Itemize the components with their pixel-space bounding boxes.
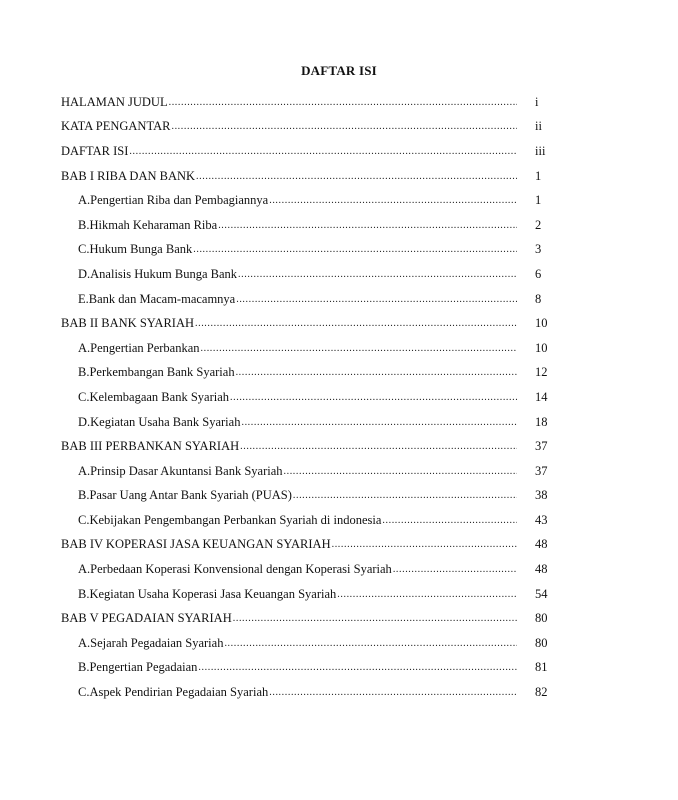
toc-entry-page: ii (535, 119, 542, 134)
toc-entry-label: Prinsip Dasar Akuntansi Bank Syariah (90, 463, 283, 478)
toc-entry-label: Kebijakan Pengembangan Perbankan Syariah di indonesia (89, 512, 382, 527)
toc-entry-letter: C. (78, 685, 90, 700)
dot-leader (284, 466, 518, 477)
toc-entry-label: HALAMAN JUDUL (61, 94, 168, 109)
dot-leader (233, 613, 517, 624)
toc-entry-page: 2 (535, 217, 542, 232)
toc-entry-letter: B. (78, 660, 90, 675)
toc-entry-page: 12 (535, 365, 548, 380)
toc-entry-label: Pengertian Riba dan Pembagiannya (90, 193, 269, 208)
toc-entry-page: 37 (535, 463, 548, 478)
toc-entry-label: Kegiatan Usaha Bank Syariah (90, 414, 241, 429)
toc-entry-label: Hukum Bunga Bank (89, 242, 193, 257)
toc-entry-letter: C. (78, 512, 90, 527)
toc-subentry (61, 410, 557, 435)
toc-subentry (61, 484, 557, 509)
dot-leader (218, 220, 517, 231)
toc-entry-label: Analisis Hukum Bunga Bank (90, 266, 238, 281)
toc-entry-letter: B. (78, 488, 90, 503)
toc-entry-letter: C. (78, 242, 90, 257)
toc-entry-page: 54 (535, 586, 548, 601)
toc-entry-page: 18 (535, 414, 548, 429)
toc-entry-label: BAB IV KOPERASI JASA KEUANGAN SYARIAH (61, 537, 331, 552)
toc-entry-bab-4 (61, 533, 557, 558)
toc-entry-label: BAB II BANK SYARIAH (61, 316, 194, 331)
toc-entry-letter: B. (78, 586, 90, 601)
toc-entry-daftar-isi (61, 139, 557, 164)
dot-leader (332, 539, 517, 550)
toc-entry-page: 37 (535, 439, 548, 454)
toc-entry-page: 82 (535, 685, 548, 700)
toc-entry-label: Perbedaan Koperasi Konvensional dengan Koperasi Syariah (90, 562, 392, 577)
toc-entry-page: 1 (535, 193, 542, 208)
toc-entry-bab-3 (61, 434, 557, 459)
dot-leader (196, 171, 517, 182)
toc-subentry (61, 680, 557, 705)
toc-entry-letter: D. (78, 266, 91, 281)
dot-leader (269, 195, 517, 206)
toc-entry-letter: E. (78, 291, 89, 306)
toc-entry-label: KATA PENGANTAR (61, 119, 171, 134)
dot-leader (171, 121, 517, 132)
toc-entry-page: 48 (535, 562, 548, 577)
toc-entry-page: 6 (535, 266, 542, 281)
toc-subentry (61, 188, 557, 213)
toc-entry-bab-2 (61, 311, 557, 336)
toc-entry-page: 48 (535, 537, 548, 552)
toc-entry-page: 8 (535, 291, 542, 306)
dot-leader (393, 564, 517, 575)
toc-entry-page: iii (535, 143, 546, 158)
toc-entry-letter: A. (78, 562, 91, 577)
toc-subentry (61, 656, 557, 681)
toc-subentry (61, 262, 557, 287)
toc-entry-label: BAB V PEGADAIAN SYARIAH (61, 611, 232, 626)
toc-subentry (61, 287, 557, 312)
toc-entry-page: 80 (535, 635, 548, 650)
toc-entry-page: 80 (535, 611, 548, 626)
toc-entry-page: 10 (535, 316, 548, 331)
toc-entry-label: Hikmah Keharaman Riba (89, 217, 218, 232)
toc-title: DAFTAR ISI (301, 63, 377, 78)
toc-subentry (61, 459, 557, 484)
dot-leader (230, 392, 517, 403)
toc-entry-label: BAB I RIBA DAN BANK (61, 168, 196, 183)
dot-leader (236, 367, 517, 378)
toc-entry-label: Pengertian Perbankan (90, 340, 200, 355)
dot-leader (240, 441, 517, 452)
toc-entry-page: 81 (535, 660, 548, 675)
toc-entry-page: 10 (535, 340, 548, 355)
dot-leader (238, 269, 517, 280)
toc-entry-bab-1 (61, 164, 557, 189)
toc-entry-letter: D. (78, 414, 91, 429)
toc-entry-letter: A. (78, 635, 91, 650)
toc-subentry (61, 336, 557, 361)
toc-entry-page: 3 (535, 242, 542, 257)
toc-entry-letter: B. (78, 217, 90, 232)
dot-leader (269, 687, 517, 698)
dot-leader (293, 490, 517, 501)
dot-leader (198, 662, 517, 673)
dot-leader (236, 294, 517, 305)
toc-entry-page: 43 (535, 512, 548, 527)
toc-entry-label: Kegiatan Usaha Koperasi Jasa Keuangan Syariah (89, 586, 337, 601)
toc-subentry (61, 508, 557, 533)
dot-leader (195, 318, 517, 329)
toc-entry-label: BAB III PERBANKAN SYARIAH (61, 439, 240, 454)
table-of-contents (61, 90, 557, 705)
toc-entry-label: DAFTAR ISI (61, 143, 129, 158)
toc-entry-letter: B. (78, 365, 90, 380)
toc-entry-label: Sejarah Pegadaian Syariah (90, 635, 224, 650)
toc-subentry (61, 631, 557, 656)
toc-entry-page: 1 (535, 168, 542, 183)
toc-subentry (61, 582, 557, 607)
dot-leader (193, 244, 517, 255)
toc-subentry (61, 213, 557, 238)
toc-subentry (61, 238, 557, 263)
toc-entry-kata-pengantar (61, 115, 557, 140)
dot-leader (224, 638, 517, 649)
toc-entry-page: 14 (535, 389, 548, 404)
toc-entry-bab-5 (61, 606, 557, 631)
dot-leader (169, 97, 517, 108)
dot-leader (382, 515, 517, 526)
toc-entry-halaman-judul (61, 90, 557, 115)
toc-subentry (61, 557, 557, 582)
toc-entry-label: Bank dan Macam-macamnya (88, 291, 236, 306)
toc-entry-label: Pengertian Pegadaian (89, 660, 198, 675)
toc-entry-letter: A. (78, 193, 91, 208)
toc-entry-letter: A. (78, 340, 91, 355)
toc-subentry (61, 385, 557, 410)
toc-entry-letter: A. (78, 463, 91, 478)
toc-entry-label: Kelembagaan Bank Syariah (89, 389, 230, 404)
dot-leader (201, 343, 518, 354)
dot-leader (337, 589, 517, 600)
toc-entry-page: 38 (535, 488, 548, 503)
toc-entry-label: Aspek Pendirian Pegadaian Syariah (89, 685, 269, 700)
toc-entry-label: Perkembangan Bank Syariah (89, 365, 235, 380)
dot-leader (241, 417, 517, 428)
toc-entry-label: Pasar Uang Antar Bank Syariah (PUAS) (89, 488, 292, 503)
toc-subentry (61, 361, 557, 386)
toc-entry-page: i (535, 94, 539, 109)
toc-entry-letter: C. (78, 389, 90, 404)
dot-leader (129, 146, 517, 157)
